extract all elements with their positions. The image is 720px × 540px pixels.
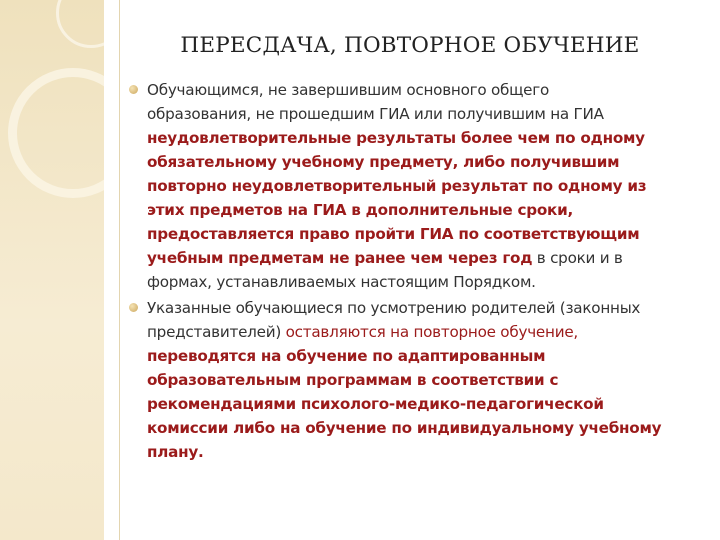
text-run: в сроки и в <box>532 249 623 267</box>
bullet-icon <box>129 303 138 312</box>
slide-content <box>128 78 708 464</box>
text-line <box>147 320 708 344</box>
highlighted-text-run: неудовлетворительные результаты более чем по одному <box>147 129 645 147</box>
bullet-text <box>147 78 708 294</box>
text-line <box>147 78 708 102</box>
text-line <box>147 102 708 126</box>
text-line <box>147 222 708 246</box>
highlighted-text-run: учебным предметам не ранее чем через год <box>147 249 533 267</box>
text-line <box>147 392 708 416</box>
highlighted-text-run: плану. <box>147 443 204 461</box>
text-line <box>147 368 708 392</box>
highlighted-text-run: повторно неудовлетворительный результат по одному из <box>147 177 647 195</box>
text-run: Обучающимся, не завершившим основного общего <box>147 81 550 99</box>
highlighted-text-run: этих предметов на ГИА в дополнительные сроки, <box>147 201 573 219</box>
text-line <box>147 174 708 198</box>
highlighted-text-run: переводятся на обучение по адаптированным <box>147 347 546 365</box>
text-line <box>147 150 708 174</box>
text-run: представителей) <box>147 323 286 341</box>
highlighted-text-run: обязательному учебному предмету, либо получившим <box>147 153 620 171</box>
bullet-item-1 <box>128 78 708 294</box>
text-run: образования, не прошедшим ГИА или получившим на ГИА <box>147 105 604 123</box>
text-line <box>147 440 708 464</box>
highlighted-text-run: рекомендациями психолого-медико-педагогической <box>147 395 604 413</box>
highlighted-text-run: предоставляется право пройти ГИА по соответствующим <box>147 225 640 243</box>
highlighted-text-run: оставляются на повторное обучение, <box>285 323 578 341</box>
bullet-text <box>147 296 708 464</box>
highlighted-text-run: образовательным программам в соответствии с <box>147 371 559 389</box>
bullet-item-2 <box>128 296 708 464</box>
text-line <box>147 270 708 294</box>
text-run: Указанные обучающиеся по усмотрению родителей (законных <box>147 299 641 317</box>
text-run: формах, устанавливаемых настоящим Порядком. <box>147 273 536 291</box>
highlighted-text-run: комиссии либо на обучение по индивидуальному учебному <box>147 419 662 437</box>
text-line <box>147 198 708 222</box>
text-line <box>147 246 708 270</box>
sidebar-divider <box>119 0 120 540</box>
text-line <box>147 126 708 150</box>
bullet-icon <box>129 85 138 94</box>
text-line <box>147 344 708 368</box>
text-line <box>147 416 708 440</box>
decorative-sidebar <box>0 0 104 540</box>
slide-title: ПЕРЕСДАЧА, ПОВТОРНОЕ ОБУЧЕНИЕ <box>180 33 640 58</box>
text-line <box>147 296 708 320</box>
